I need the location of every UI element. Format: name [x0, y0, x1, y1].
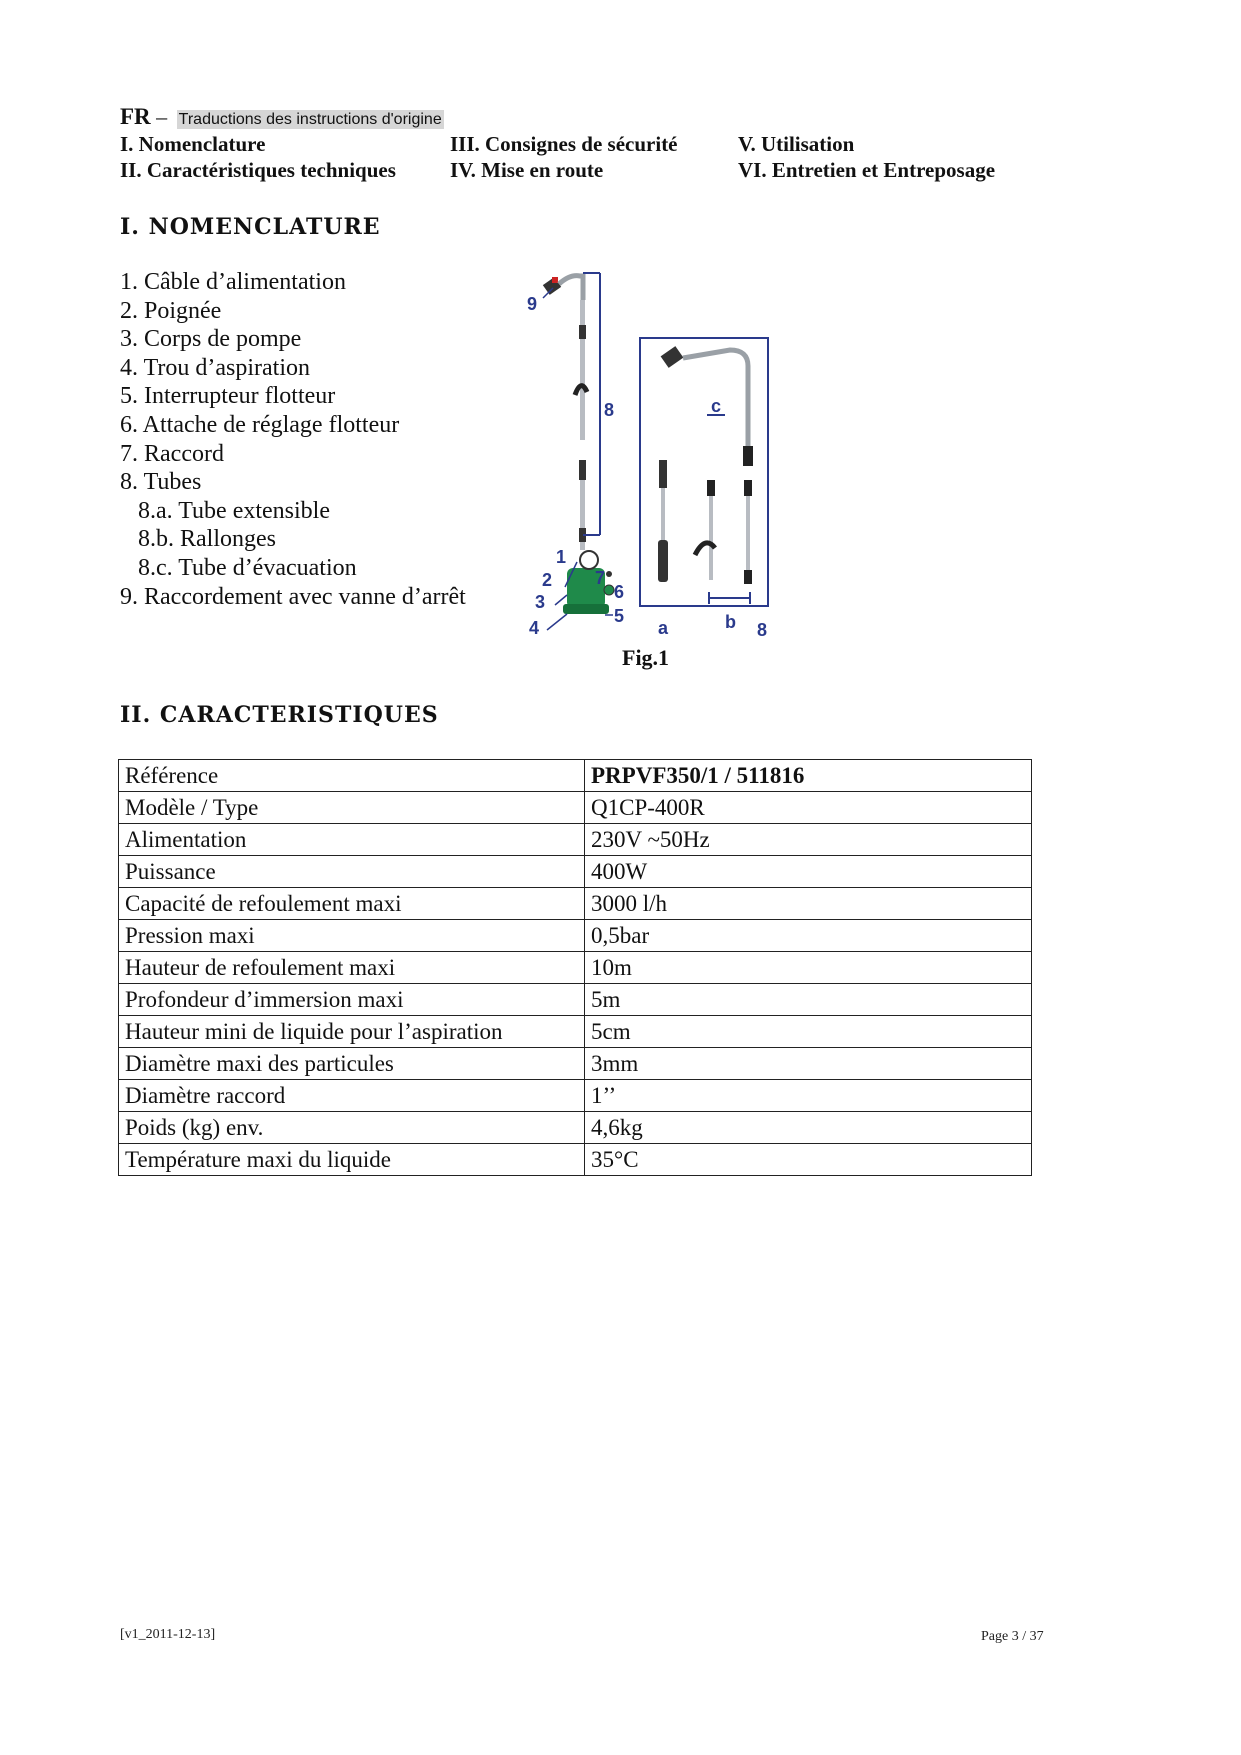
table-row [119, 952, 1032, 984]
fig-label-8: 8 [604, 400, 615, 420]
fig-label-7: 7 [595, 568, 606, 588]
spec-label: Poids (kg) env. [119, 1112, 585, 1144]
toc-item: VI. Entretien et Entreposage [738, 158, 996, 182]
list-item: 9. Raccordement avec vanne d’arrêt [120, 583, 466, 610]
table-row [119, 856, 1032, 888]
footer-page-number: Page 3 / 37 [981, 1629, 1044, 1644]
footer-version: [v1_2011-12-13] [120, 1627, 216, 1642]
header-subtitle: Traductions des instructions d'origine [178, 111, 442, 128]
toc-item: I. Nomenclature [120, 132, 266, 156]
spec-value: 5cm [585, 1016, 1032, 1048]
pump-figure [525, 270, 785, 645]
spec-value: 230V ~50Hz [585, 824, 1032, 856]
table-row [119, 824, 1032, 856]
table-row [119, 1112, 1032, 1144]
list-item: 4. Trou d’aspiration [120, 354, 311, 381]
list-item: 3. Corps de pompe [120, 326, 302, 353]
spec-value: 3000 l/h [585, 888, 1032, 920]
table-row [119, 920, 1032, 952]
spec-value: Q1CP-400R [585, 792, 1032, 824]
fig-label-1: 1 [556, 547, 567, 567]
table-row [119, 1048, 1032, 1080]
fig-label-6: 6 [614, 582, 625, 602]
figure-caption: Fig.1 [622, 645, 670, 670]
list-item: 8.c. Tube d’évacuation [138, 554, 357, 581]
spec-value: 4,6kg [585, 1112, 1032, 1144]
spec-label: Capacité de refoulement maxi [119, 888, 585, 920]
spec-label: Modèle / Type [119, 792, 585, 824]
list-item: 8.b. Rallonges [138, 526, 276, 553]
document-header [120, 104, 444, 130]
list-item: 8.a. Tube extensible [138, 497, 330, 524]
spec-label: Hauteur de refoulement maxi [119, 952, 585, 984]
toc-item: IV. Mise en route [450, 158, 604, 182]
list-item: 5. Interrupteur flotteur [120, 383, 336, 410]
spec-value: 3mm [585, 1048, 1032, 1080]
list-item: 1. Câble d’alimentation [120, 269, 346, 295]
spec-value: 35°C [585, 1144, 1032, 1176]
spec-value: PRPVF350/1 / 511816 [585, 760, 1032, 792]
spec-label: Profondeur d’immersion maxi [119, 984, 585, 1016]
spec-value: 0,5bar [585, 920, 1032, 952]
spec-label: Alimentation [119, 824, 585, 856]
spec-label: Référence [119, 760, 585, 792]
section-title-nomenclature: I. NOMENCLATURE [120, 214, 381, 240]
table-row [119, 1016, 1032, 1048]
accessories-box [640, 338, 768, 606]
spec-value: 5m [585, 984, 1032, 1016]
tube-assembly-drawing [575, 300, 587, 550]
list-item: 7. Raccord [120, 440, 224, 467]
pump-body-drawing [563, 551, 614, 614]
spec-label: Puissance [119, 856, 585, 888]
toc-item: V. Utilisation [738, 132, 855, 156]
fig-label-2: 2 [542, 570, 553, 590]
spec-label: Température maxi du liquide [119, 1144, 585, 1176]
fig-label-8b: 8 [757, 620, 768, 640]
header-dash: – [156, 104, 168, 129]
dimension-line-8 [583, 273, 600, 535]
spec-value: 400W [585, 856, 1032, 888]
fig-label-4: 4 [529, 618, 540, 638]
table-row [119, 760, 1032, 792]
table-row [119, 984, 1032, 1016]
spec-value: 10m [585, 952, 1032, 984]
fig-label-3: 3 [535, 592, 546, 612]
table-row [119, 888, 1032, 920]
valve-connector-drawing [543, 276, 583, 300]
fig-label-b: b [725, 612, 736, 632]
spec-value: 1’’ [585, 1080, 1032, 1112]
specifications-table [118, 759, 1032, 1176]
toc-item: III. Consignes de sécurité [450, 132, 678, 156]
list-item: 2. Poignée [120, 297, 222, 324]
toc-item: II. Caractéristiques techniques [120, 158, 396, 182]
list-item: 6. Attache de réglage flotteur [120, 411, 400, 438]
nomenclature-list [120, 268, 466, 611]
fig-label-c: c [711, 396, 722, 416]
fig-label-9: 9 [527, 294, 538, 314]
fig-label-5: 5 [614, 606, 625, 626]
section-title-caracteristiques: II. CARACTERISTIQUES [120, 702, 439, 728]
spec-label: Hauteur mini de liquide pour l’aspiration [119, 1016, 585, 1048]
table-row [119, 1080, 1032, 1112]
fig-label-a: a [658, 618, 669, 638]
table-row [119, 792, 1032, 824]
table-row [119, 1144, 1032, 1176]
spec-label: Diamètre maxi des particules [119, 1048, 585, 1080]
list-item: 8. Tubes [120, 469, 202, 496]
spec-label: Diamètre raccord [119, 1080, 585, 1112]
spec-label: Pression maxi [119, 920, 585, 952]
language-code: FR [120, 104, 151, 129]
